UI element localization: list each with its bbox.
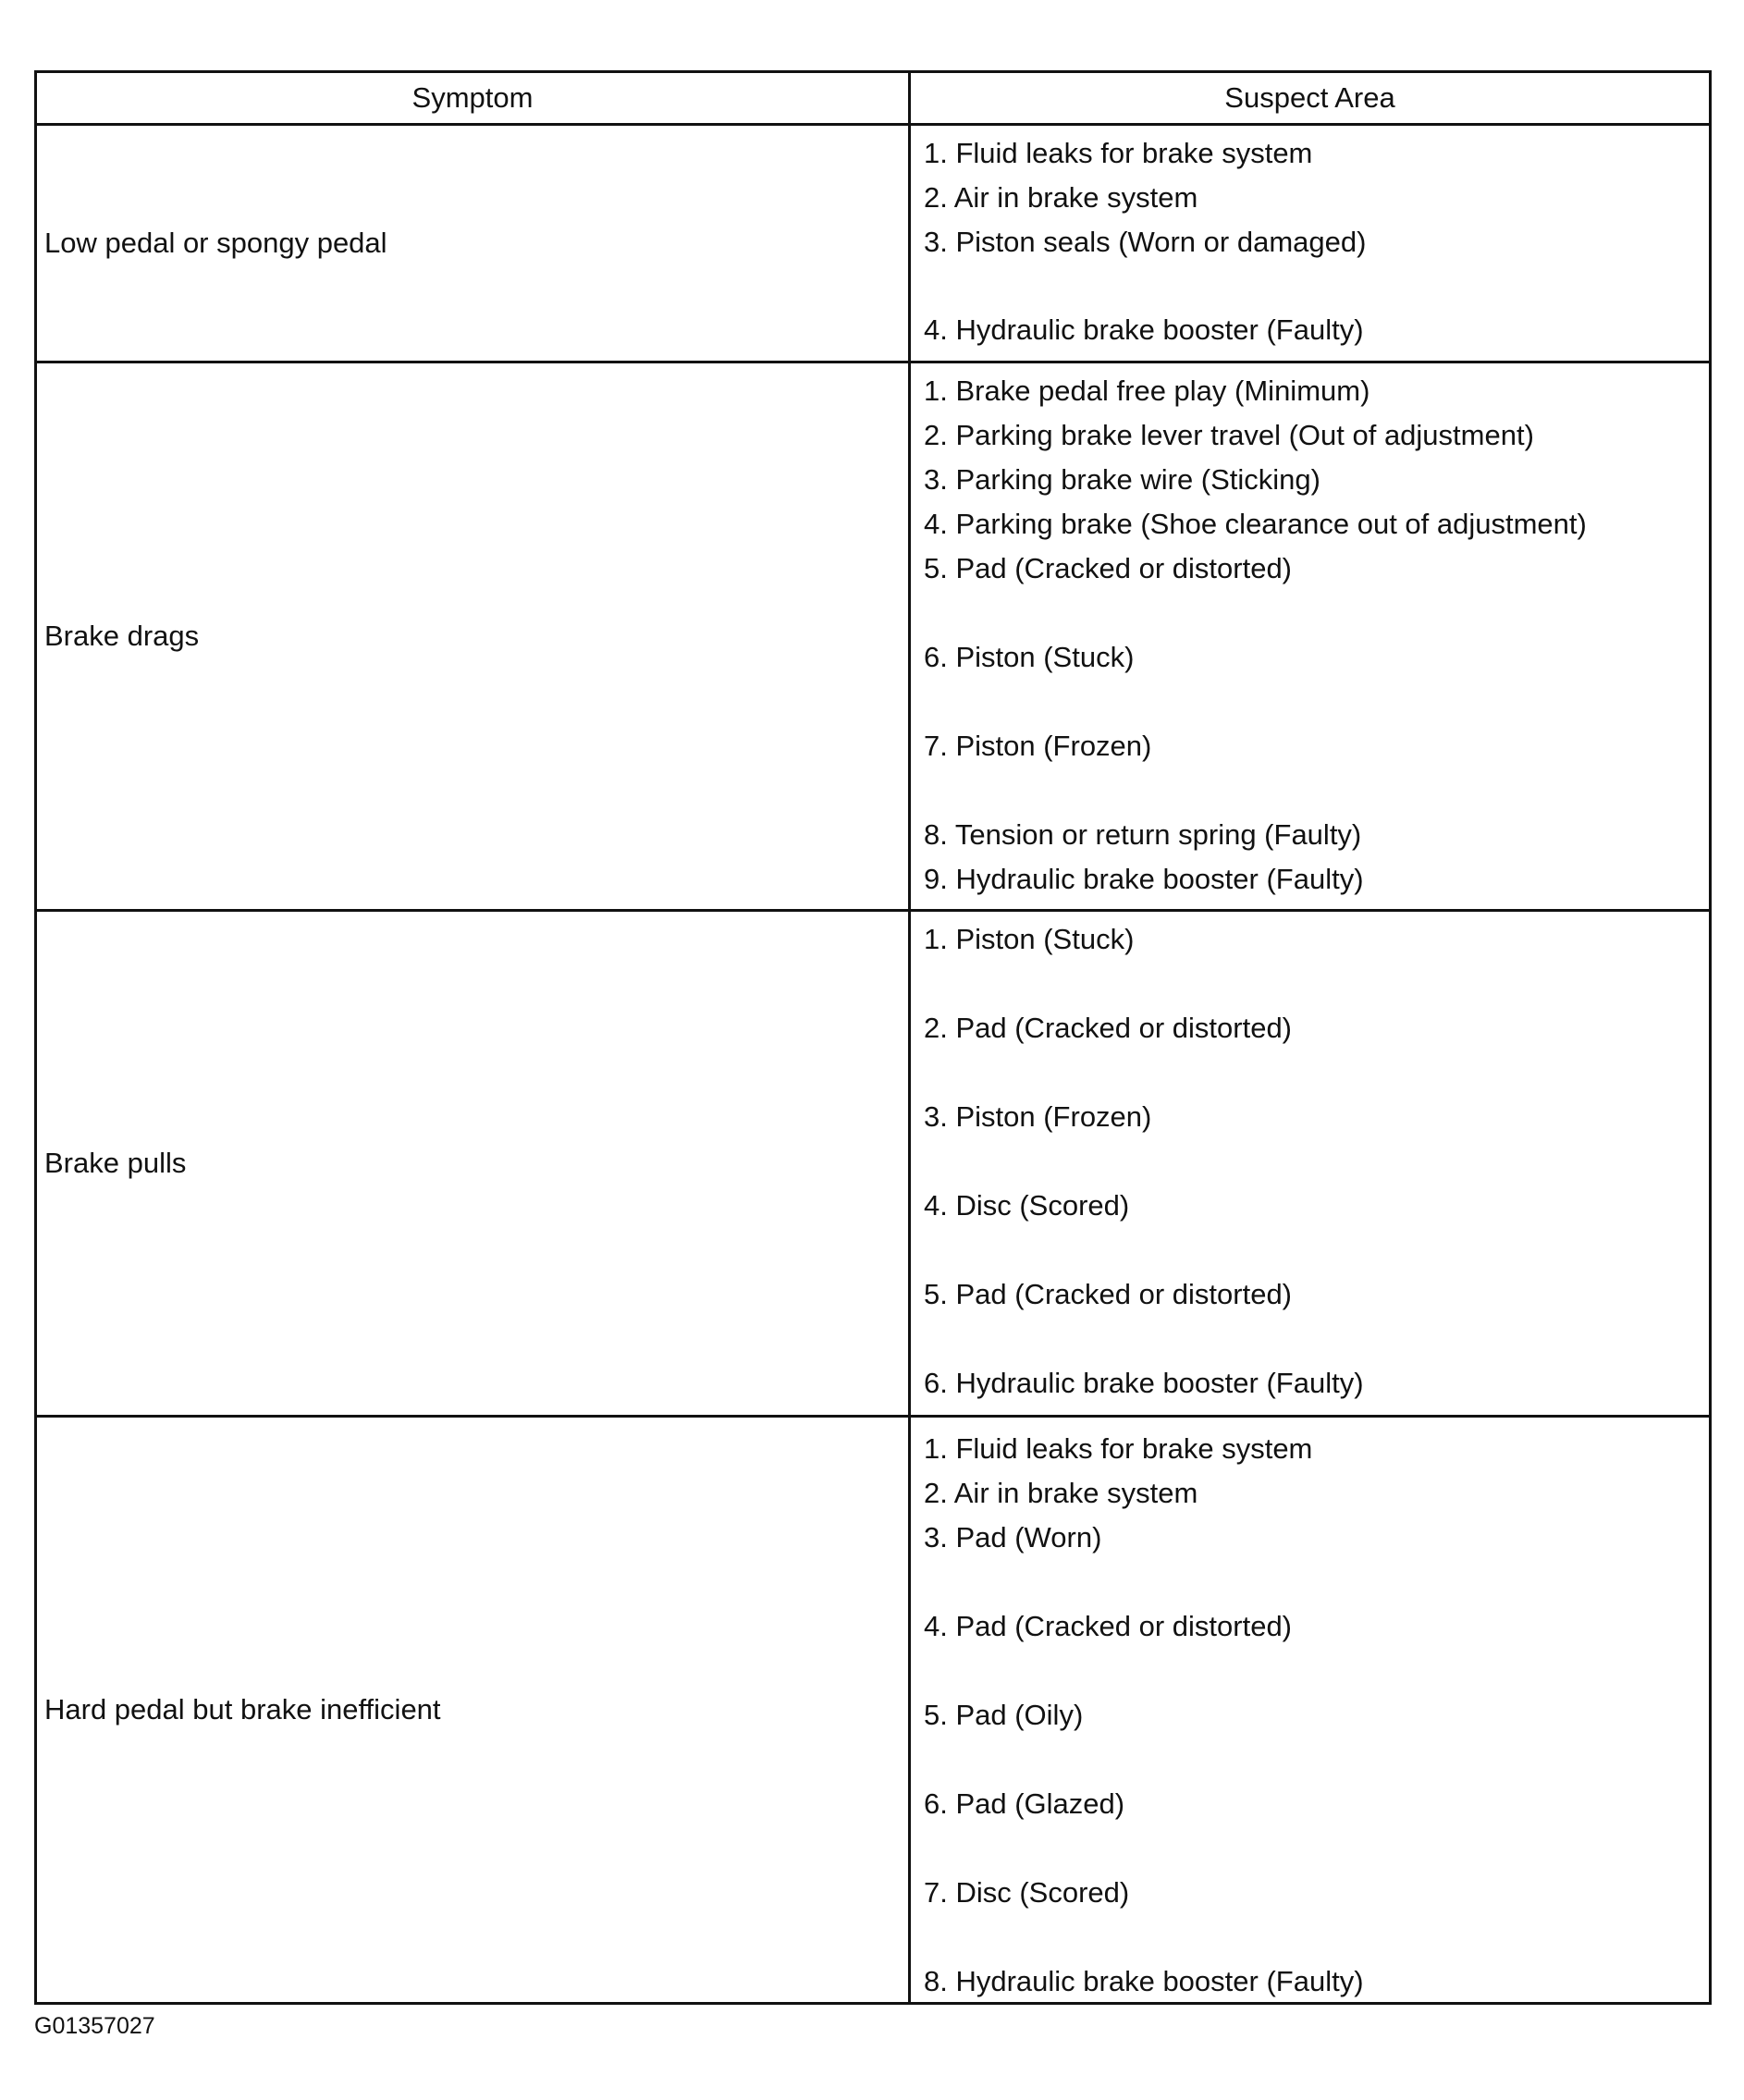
suspect-item: 2. Pad (Cracked or distorted) [924,1012,1293,1044]
suspect-item: 4. Parking brake (Shoe clearance out of adjustment) [924,508,1587,540]
suspect-item: 4. Hydraulic brake booster (Faulty) [924,313,1364,346]
suspect-item: 7. Piston (Frozen) [924,730,1152,762]
table-row [36,362,1711,911]
suspect-item: 1. Fluid leaks for brake system [924,1432,1313,1465]
symptom-cell: Low pedal or spongy pedal [36,125,910,362]
suspect-item: 6. Piston (Stuck) [924,641,1135,673]
table-row [36,911,1711,1417]
suspect-cell [910,362,1711,911]
suspect-item: 5. Pad (Cracked or distorted) [924,552,1293,584]
suspect-cell [910,911,1711,1417]
suspect-item: 8. Hydraulic brake booster (Faulty) [924,1965,1364,1997]
suspect-item: 7. Disc (Scored) [924,1876,1130,1909]
suspect-item: 2. Air in brake system [924,1477,1198,1509]
suspect-item: 9. Hydraulic brake booster (Faulty) [924,863,1364,895]
table-row [36,1417,1711,2004]
brake-diagnosis-table [34,70,1712,2005]
suspect-item: 4. Pad (Cracked or distorted) [924,1610,1293,1642]
suspect-item: 6. Pad (Glazed) [924,1787,1125,1820]
suspect-item: 3. Piston seals (Worn or damaged) [924,226,1367,258]
table-row [36,125,1711,362]
symptom-cell: Brake pulls [36,911,910,1417]
symptom-cell: Brake drags [36,362,910,911]
suspect-item: 1. Fluid leaks for brake system [924,137,1313,169]
suspect-cell [910,125,1711,362]
suspect-item: 4. Disc (Scored) [924,1189,1130,1222]
suspect-item: 1. Piston (Stuck) [924,923,1135,955]
suspect-item: 2. Parking brake lever travel (Out of adjustment) [924,419,1534,451]
suspect-cell [910,1417,1711,2004]
suspect-item: 2. Air in brake system [924,181,1198,214]
suspect-item: 1. Brake pedal free play (Minimum) [924,375,1370,407]
suspect-item: 3. Piston (Frozen) [924,1100,1152,1133]
header-symptom: Symptom [36,72,910,125]
symptom-cell: Hard pedal but brake inefficient [36,1417,910,2004]
suspect-item: 8. Tension or return spring (Faulty) [924,818,1362,851]
suspect-item: 5. Pad (Cracked or distorted) [924,1278,1293,1310]
suspect-item: 6. Hydraulic brake booster (Faulty) [924,1367,1364,1399]
header-row [36,72,1711,125]
suspect-item: 3. Parking brake wire (Sticking) [924,463,1320,496]
header-suspect-area: Suspect Area [910,72,1711,125]
suspect-item: 5. Pad (Oily) [924,1699,1084,1731]
figure-id: G01357027 [34,2013,155,2039]
suspect-item: 3. Pad (Worn) [924,1521,1102,1554]
